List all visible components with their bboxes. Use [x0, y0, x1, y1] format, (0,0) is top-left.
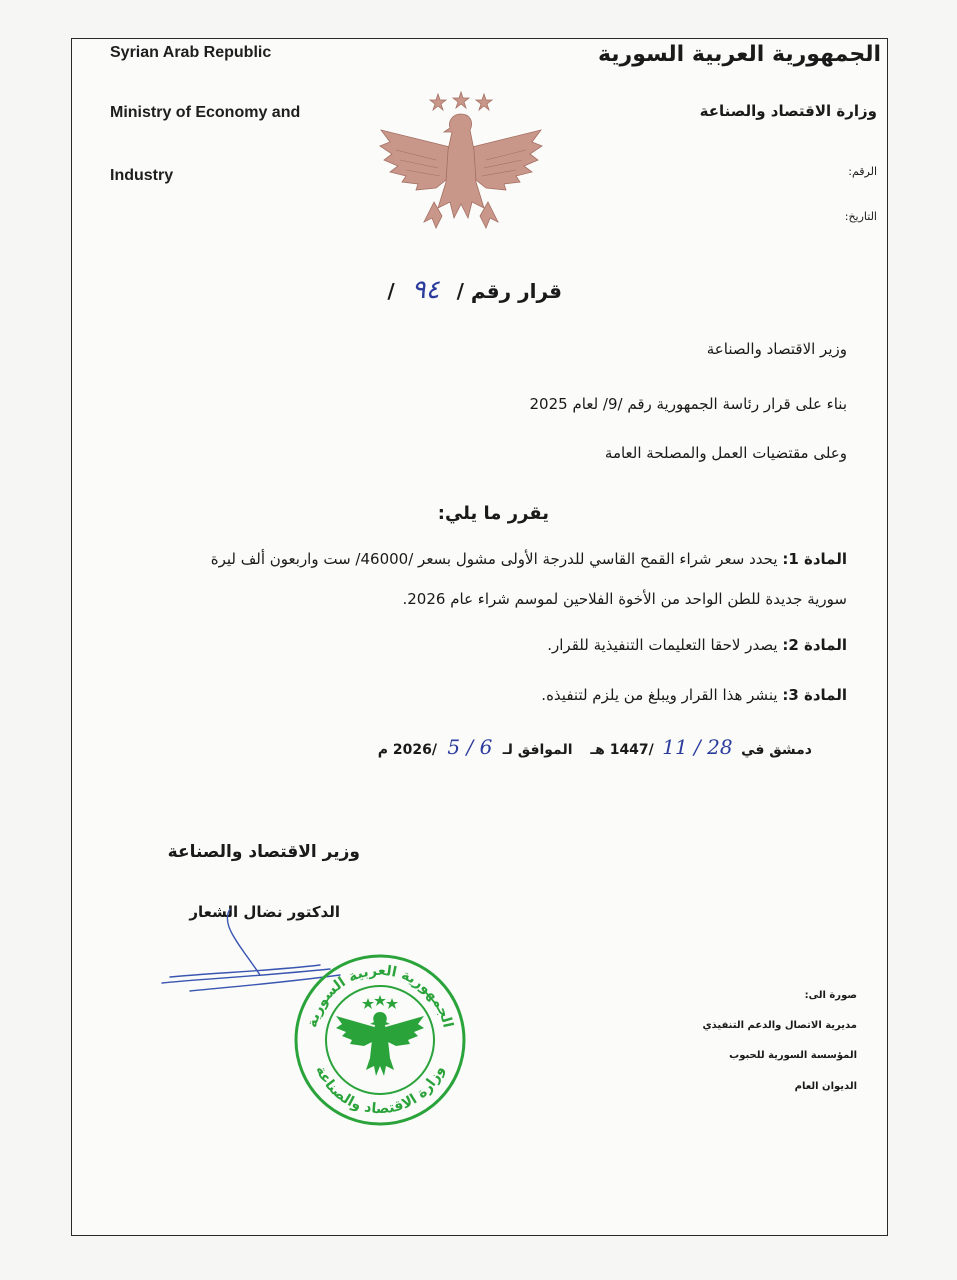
official-stamp: [290, 950, 470, 1130]
article-1-label: المادة 1:: [782, 550, 847, 568]
gregorian-date-handwritten: 6 / 5: [447, 735, 493, 759]
stamp-ring-bottom-text: وزارة الاقتصاد والصناعة: [312, 1063, 448, 1118]
signatory-name: الدكتور نضال الشعار: [189, 903, 340, 921]
issuer-line: وزير الاقتصاد والصناعة: [706, 340, 847, 358]
stamp-eagle-icon: [336, 995, 424, 1076]
article-1-continuation: سورية جديدة للطن الواحد من الأخوة الفلاحين لموسم شراء عام 2026.: [402, 590, 847, 608]
hijri-date-handwritten: 28 / 11: [662, 735, 733, 759]
legal-basis-line: بناء على قرار رئاسة الجمهورية رقم /9/ لعام 2025: [529, 395, 847, 413]
reference-number-label: الرقم:: [848, 165, 877, 178]
decision-title: [387, 275, 562, 305]
date-place-prefix: دمشق في: [741, 742, 812, 758]
decision-title-suffix: /: [387, 279, 395, 303]
signatory-title: وزير الاقتصاد والصناعة: [167, 842, 360, 862]
ministry-name-en-line2: Industry: [110, 167, 174, 184]
article-2: [547, 636, 847, 654]
article-3: [541, 686, 847, 704]
gregorian-year: /2026 م: [377, 742, 437, 758]
article-3-text: ينشر هذا القرار ويبلغ من يلزم لتنفيذه.: [541, 686, 778, 704]
copies-heading: صورة الى:: [804, 990, 857, 1001]
article-3-label: المادة 3:: [782, 686, 847, 704]
resolves-heading: يقرر ما يلي:: [437, 503, 549, 524]
country-name-ar: الجمهورية العربية السورية: [597, 42, 881, 67]
article-2-label: المادة 2:: [782, 636, 847, 654]
reference-date-label: التاريخ:: [844, 210, 877, 223]
article-1: [211, 550, 847, 568]
copy-recipient: مديرية الاتصال والدعم التنفيذي: [702, 1020, 857, 1031]
article-1-text: يحدد سعر شراء القمح القاسي للدرجة الأولى مشول بسعر /46000/ ست واربعون ألف ليرة: [210, 550, 778, 568]
eagle-emblem-icon: [376, 90, 546, 235]
date-line: [378, 735, 812, 759]
corresponds-label: الموافق لـ: [502, 742, 573, 758]
ministry-name-ar: وزارة الاقتصاد والصناعة: [699, 102, 877, 120]
decision-number-handwritten: ٩٤: [411, 275, 440, 305]
ministry-name-en-line1: Ministry of Economy and: [110, 104, 301, 121]
decision-title-label: قرار رقم /: [456, 279, 562, 303]
stamp-ring-top-text: الجمهورية العربية السورية: [304, 962, 456, 1030]
copy-recipient: المؤسسة السورية للحبوب: [729, 1050, 857, 1061]
article-2-text: يصدر لاحقا التعليمات التنفيذية للقرار.: [547, 636, 778, 654]
public-interest-line: وعلى مقتضيات العمل والمصلحة العامة: [604, 444, 847, 462]
country-name-en: Syrian Arab Republic: [110, 44, 272, 61]
hijri-year: /1447 هـ: [590, 742, 654, 758]
copy-recipient: الديوان العام: [794, 1081, 857, 1092]
